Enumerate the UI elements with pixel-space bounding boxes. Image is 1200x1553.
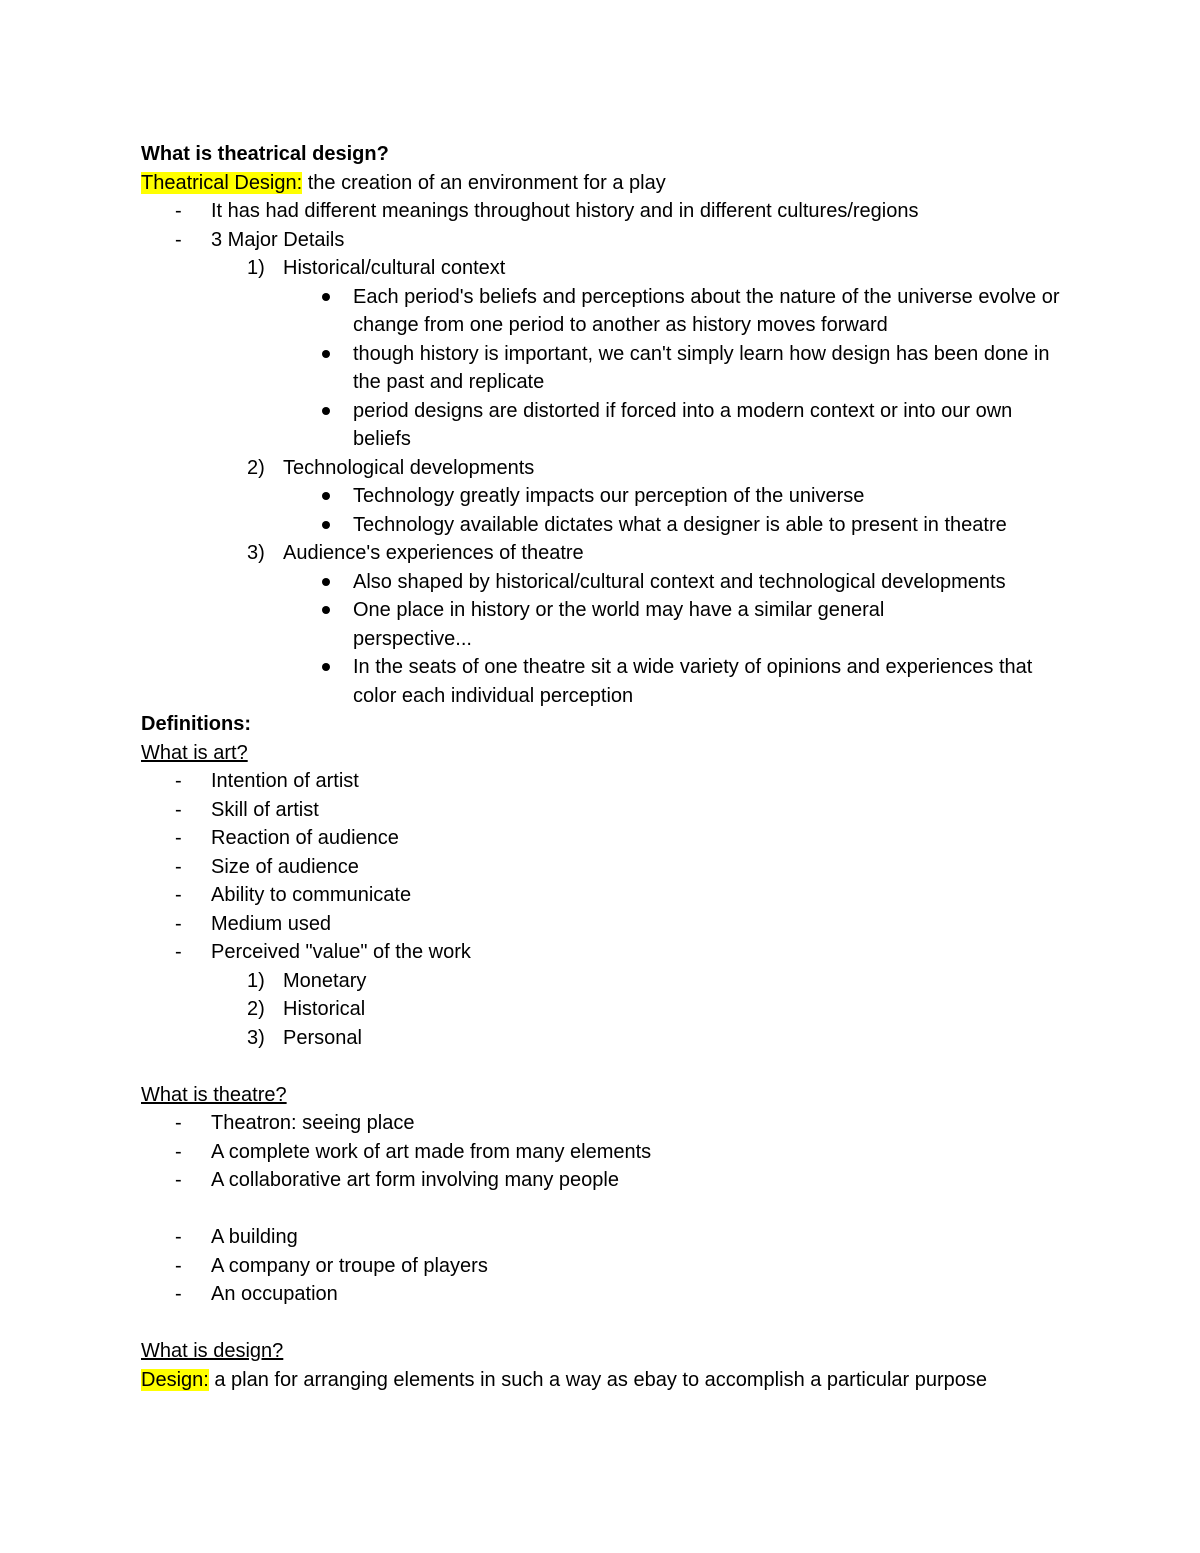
definition-text: a plan for arranging elements in such a way as ebay to accomplish a particular purpose: [208, 1368, 988, 1391]
list-item: [141, 1280, 1081, 1309]
list-item: [141, 197, 1081, 226]
number-marker: 2): [247, 456, 265, 479]
bullet-dot-icon: [317, 511, 353, 540]
definition-text: the creation of an environment for a play: [302, 171, 666, 194]
bullet-item: [141, 511, 1081, 540]
dash-marker: -: [175, 1169, 182, 1191]
numbered-item: [141, 254, 1081, 283]
numbered-item-text: Historical/cultural context: [283, 257, 506, 279]
dash-marker: -: [175, 798, 182, 821]
list-item-text: Size of audience: [211, 855, 359, 878]
document-body: [141, 140, 1081, 1394]
page-title: What is theatrical design?: [141, 143, 389, 165]
bullet-item: [141, 482, 1081, 511]
bullet-dot-icon: [317, 482, 353, 511]
dash-marker: -: [175, 228, 182, 251]
bullet-item-text: though history is important, we can't simply learn how design has been done in the past and replicate: [353, 342, 1050, 393]
bullet-item-text: Technology greatly impacts our perception of the universe: [353, 485, 865, 507]
list-item: [141, 767, 1081, 796]
dash-marker: -: [175, 855, 182, 878]
bullet-item-text: In the seats of one theatre sit a wide variety of opinions and experiences that color each individual perception: [353, 656, 1033, 707]
list-item: [141, 226, 1081, 255]
list-item-text: Perceived "value" of the work: [211, 941, 471, 963]
numbered-item: [141, 967, 1081, 996]
dash-marker: -: [175, 1112, 182, 1134]
list-item-text: Medium used: [211, 912, 332, 935]
list-item: [141, 853, 1081, 882]
number-marker: 1): [247, 969, 265, 992]
numbered-item-text: Monetary: [283, 969, 367, 992]
list-item: [141, 1252, 1081, 1281]
bullet-dot-icon: [317, 596, 353, 625]
dash-marker: -: [175, 912, 182, 935]
design-heading: What is design?: [141, 1340, 284, 1362]
bullet-item-text: period designs are distorted if forced into a modern context or into our own beliefs: [353, 399, 1013, 450]
bullet-item-text: Each period's beliefs and perceptions about the nature of the universe evolve or change from one period to another as history moves forward: [353, 285, 1060, 336]
art-heading: What is art?: [141, 741, 248, 764]
number-marker: 3): [247, 542, 265, 564]
blank-line: [141, 1052, 1081, 1081]
list-item-text: An occupation: [211, 1283, 338, 1305]
bullet-dot-icon: [317, 283, 353, 312]
bullet-item: [141, 283, 1081, 340]
blank-line: [141, 1309, 1081, 1338]
theatrical-design-definition: [141, 169, 1081, 198]
bullet-item-text: Technology available dictates what a designer is able to present in theatre: [353, 513, 1007, 536]
dash-marker: -: [175, 1140, 182, 1163]
list-item-text: Intention of artist: [211, 770, 359, 792]
list-item: [141, 1138, 1081, 1167]
list-item: [141, 881, 1081, 910]
number-marker: 1): [247, 257, 265, 279]
dash-marker: -: [175, 1283, 182, 1305]
highlighted-term: Design:: [141, 1368, 209, 1391]
dash-marker: -: [175, 200, 182, 222]
dash-marker: -: [175, 1254, 182, 1277]
list-item: [141, 1166, 1081, 1195]
numbered-item: [141, 1024, 1081, 1053]
blank-line: [141, 1195, 1081, 1224]
bullet-item-text: Also shaped by historical/cultural context and technological developments: [353, 570, 1006, 593]
bullet-item-text: One place in history or the world may have a similar general perspective...: [353, 599, 885, 650]
list-item: [141, 796, 1081, 825]
list-item-text: A complete work of art made from many elements: [211, 1140, 652, 1163]
dash-marker: -: [175, 827, 182, 849]
bullet-dot-icon: [317, 397, 353, 426]
list-item: [141, 938, 1081, 967]
theatre-heading: What is theatre?: [141, 1083, 287, 1106]
list-item-text: A collaborative art form involving many people: [211, 1169, 619, 1191]
list-item-text: Theatron: seeing place: [211, 1112, 415, 1134]
numbered-item-text: Personal: [283, 1026, 362, 1049]
dash-marker: -: [175, 1226, 182, 1248]
list-item-text: 3 Major Details: [211, 228, 345, 251]
bullet-item: [141, 340, 1081, 397]
bullet-item: [141, 397, 1081, 454]
list-item-text: A company or troupe of players: [211, 1254, 488, 1277]
list-item: [141, 1109, 1081, 1138]
numbered-item-text: Historical: [283, 998, 366, 1020]
numbered-item: [141, 995, 1081, 1024]
definitions-heading: Definitions:: [141, 713, 251, 735]
list-item-text: A building: [211, 1226, 298, 1248]
list-item: [141, 824, 1081, 853]
design-definition: [141, 1366, 1081, 1395]
dash-marker: -: [175, 884, 182, 906]
number-marker: 3): [247, 1026, 265, 1049]
highlighted-term: Theatrical Design:: [141, 171, 303, 194]
bullet-item: [141, 568, 1081, 597]
list-item-text: Skill of artist: [211, 798, 319, 821]
bullet-item: [141, 596, 1081, 653]
numbered-item: [141, 539, 1081, 568]
list-item-text: Ability to communicate: [211, 884, 412, 906]
bullet-dot-icon: [317, 340, 353, 369]
dash-marker: -: [175, 941, 182, 963]
bullet-item: [141, 653, 1081, 710]
numbered-item-text: Technological developments: [283, 456, 535, 479]
list-item: [141, 910, 1081, 939]
dash-marker: -: [175, 770, 182, 792]
list-item: [141, 1223, 1081, 1252]
bullet-dot-icon: [317, 568, 353, 597]
list-item-text: It has had different meanings throughout history and in different cultures/regions: [211, 200, 919, 222]
list-item-text: Reaction of audience: [211, 827, 399, 849]
numbered-item: [141, 454, 1081, 483]
number-marker: 2): [247, 998, 265, 1020]
numbered-item-text: Audience's experiences of theatre: [283, 542, 584, 564]
bullet-dot-icon: [317, 653, 353, 682]
